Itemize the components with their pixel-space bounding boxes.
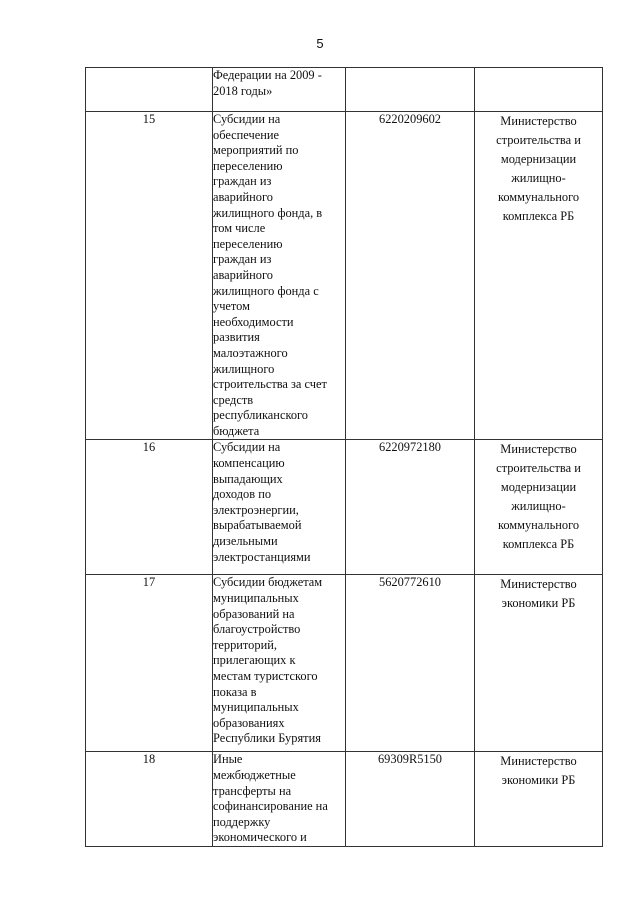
row-org-text: Министерство экономики РБ	[500, 577, 577, 611]
row-number-cell	[86, 68, 213, 112]
row-code-cell: 6220972180	[346, 440, 475, 575]
row-name-text: Субсидии бюджетам муниципальных образований на благоустройство территорий, прилегающих к местам туристского показа в муниципальных образованиях Республики Бурятия	[213, 575, 323, 746]
row-name-cell	[213, 68, 346, 112]
row-code-cell: 5620772610	[346, 575, 475, 752]
row-org-cell	[475, 752, 603, 847]
row-name-cell	[213, 440, 346, 575]
row-org-cell	[475, 68, 603, 112]
row-org-cell	[475, 575, 603, 752]
row-name-text: Федерации на 2009 - 2018 годы»	[213, 68, 322, 98]
row-org-cell	[475, 440, 603, 575]
row-name-text: Субсидии на обеспечение мероприятий по переселению граждан из аварийного жилищного фонда, в том числе переселению граждан из аварийного жилищного фонда с учетом необходимости развития малоэтажного жилищного строительства за счет средств республиканского бюджета	[213, 112, 327, 438]
table-row	[86, 440, 603, 575]
row-name-cell	[213, 112, 346, 440]
row-number-cell: 16	[86, 440, 213, 575]
page-number: 5	[316, 36, 324, 51]
row-name-text: Субсидии на компенсацию выпадающих доходов по электроэнергии, вырабатываемой дизельными электростанциями	[213, 440, 311, 564]
row-code-cell: 69309R5150	[346, 752, 475, 847]
table-row	[86, 752, 603, 847]
table-row	[86, 112, 603, 440]
row-code-cell	[346, 68, 475, 112]
row-name-text: Иные межбюджетные трансферты на софинансирование на поддержку экономического и	[213, 752, 328, 845]
row-name-cell	[213, 752, 346, 847]
row-code-cell: 6220209602	[346, 112, 475, 440]
row-number-cell: 15	[86, 112, 213, 440]
table-row	[86, 575, 603, 752]
row-org-cell	[475, 112, 603, 440]
budget-table	[85, 67, 603, 847]
row-number-cell: 17	[86, 575, 213, 752]
row-org-text: Министерство строительства и модернизации жилищно- коммунального комплекса РБ	[496, 442, 581, 552]
row-name-cell	[213, 575, 346, 752]
row-number-cell: 18	[86, 752, 213, 847]
row-org-text: Министерство строительства и модернизации жилищно- коммунального комплекса РБ	[496, 114, 581, 223]
table-row	[86, 68, 603, 112]
row-org-text: Министерство экономики РБ	[500, 754, 577, 788]
